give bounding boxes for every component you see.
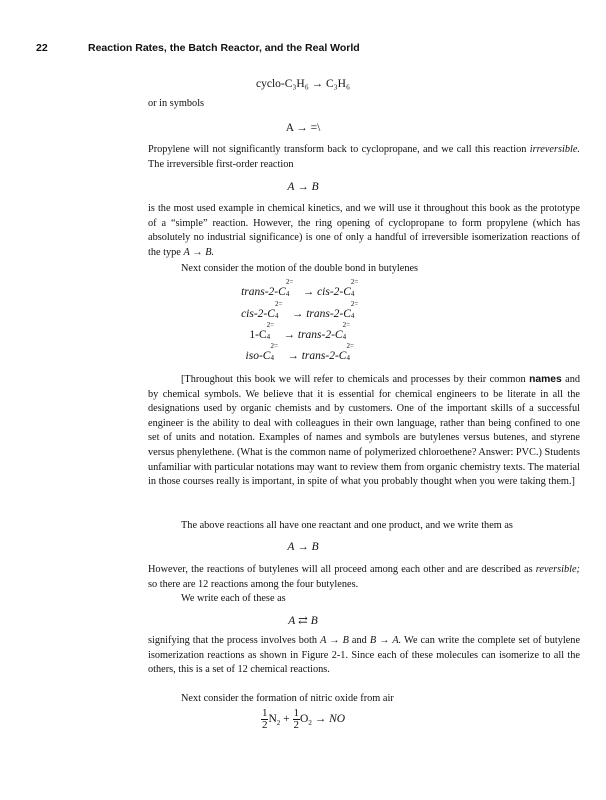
paragraph-write-each: We write each of these as [181,593,286,604]
eq1-lhs: cyclo-C₃H₆ [256,78,309,90]
reaction-lhs-sub: 4 [274,312,279,320]
equation-symbols [0,122,606,134]
species-o: O [300,713,309,726]
butylene-reaction [0,321,606,341]
eq5-rhs: B [311,541,319,553]
species-n-sub: 2 [276,719,281,728]
equation-reversible [0,613,606,627]
reaction-arrow: → [283,329,295,341]
p7-italic: reversible; [535,564,580,575]
reaction-rhs-sub: 4 [350,290,355,298]
reaction-arrow: → [291,308,304,320]
species-o-sub: 2 [308,719,312,728]
equation-nitric-oxide [0,708,606,731]
eq5-arrow: → [297,541,309,553]
reaction-lhs: 1-C [249,329,267,341]
paragraph-signifying [148,634,580,678]
eq2-arrow: → [296,122,308,134]
eq2-rhs: =\ [310,122,321,134]
eq2-lhs: A [285,122,294,134]
reaction-lhs: iso-C [245,350,271,362]
frac-numerator: 1 [293,707,299,719]
reaction-lhs-sup: 2= [266,321,275,329]
plus-sign: + [283,713,290,726]
p9-and: and [351,635,367,646]
reaction-arrow: → [314,713,327,726]
eq6-lhs: A [288,615,296,627]
species-no: NO [329,713,346,726]
eq3-arrow: → [297,181,309,193]
eq1-arrow: → [311,78,324,90]
reaction-arrow: → [302,286,315,298]
running-title: Reaction Rates, the Batch Reactor, and the Real World [88,42,360,54]
eq5-lhs: A [287,541,295,553]
equation-a-to-b-second [0,541,606,553]
reaction-rhs-sup: 2= [342,321,351,329]
p7-text-b: so there are 12 reactions among the four butylenes. [148,578,359,590]
p2-text-a: Propylene will not significantly transform back to cyclopropane, and we call this reaction [148,144,527,155]
reaction-rhs-sup: 2= [346,342,354,350]
text-or-in-symbols: or in symbols [148,98,205,109]
paragraph-names-aside [148,373,580,490]
species-n: N [268,713,277,726]
butylene-reaction [0,278,606,298]
eq6-arrow: ⇄ [298,615,308,627]
reaction-lhs-sub: 4 [285,290,290,298]
p9-text-a: signifying that the process involves both [148,635,318,646]
p9-text-b: We can write the complete set of butylene isomerization reactions as shown in Figure 2-1. Since each of these molecules can isomerize to all the others, this is a set of 12 chemical reactions. [148,635,581,676]
reaction-rhs-sub: 4 [350,312,355,320]
reaction-rhs-sup: 2= [350,300,359,308]
reaction-lhs-sup: 2= [285,278,294,286]
equation-cyclopropane [0,78,606,90]
frac-denominator: 2 [293,719,299,731]
eq3-lhs: A [287,181,295,193]
frac-numerator: 1 [261,707,268,719]
paragraph-irreversible [148,143,580,172]
p5-text-a: [Throughout this book we will refer to chemicals and processes by their common [181,374,526,385]
p7-text-a: However, the reactions of butylenes will all proceed among each other and are described as [148,564,533,575]
paragraph-reversible [148,563,580,592]
paragraph-butylenes-intro: Next consider the motion of the double bond in butylenes [181,263,419,274]
reaction-rhs: trans-2-C [306,308,351,320]
reaction-rhs-sub: 4 [346,354,350,362]
reaction-lhs-sup: 2= [274,300,283,308]
p9-reaction-backward: B → A. [369,635,402,646]
p2-text-b: The irreversible first-order reaction [148,158,294,170]
p5-bold-names: names [529,374,562,385]
reaction-lhs: cis-2-C [241,308,275,320]
reaction-lhs: trans-2-C [241,286,286,298]
p5-text-b: and by chemical symbols. We believe that it is essential for chemical engineers to be literate in all the designations used by organic chemists and by customers. One of the important skills of a successful engineer is the ability to deal with colleagues in their own language, rather than being confined to one set of units and notation. Examples of names and symbols are butylenes versus butenes, and styrene versus phenylethene. (What is the common name of polymerized chloroethene? Answer: PVC.) Students unfamiliar with particular notations may want to review them from organic chemistry texts. The material in those courses really is important, in spite of what you probably thought when you were taking them.] [148,374,580,488]
p3-text: is the most used example in chemical kinetics, and we will use it throughout this book as the prototype of a “simple” reaction. However, the ring opening of cyclopropane to form propylene (which has absolutely no industrial significance) is one of only a handful of irreversible isomerization reactions of the type [148,203,580,258]
equation-a-to-b [0,181,606,193]
running-header [36,42,360,54]
reaction-rhs: trans-2-C [301,350,347,362]
eq3-rhs: B [311,181,319,193]
reaction-rhs: trans-2-C [297,329,343,341]
eq1-rhs: C₃H₆ [325,78,350,90]
butylene-reaction [0,342,606,362]
reaction-rhs-sub: 4 [342,333,347,341]
p3-type-rhs: B. [205,246,215,258]
eq6-rhs: B [310,615,318,627]
paragraph-one-reactant: The above reactions all have one reactant and one product, and we write them as [181,520,513,531]
reaction-rhs-sup: 2= [350,278,359,286]
p2-italic: irreversible. [529,144,580,155]
p9-reaction-forward: A → B [320,635,349,646]
reaction-lhs-sub: 4 [270,354,274,362]
paragraph-nitric-oxide: Next consider the formation of nitric oxide from air [181,693,394,704]
reaction-arrow: → [287,350,299,362]
page-number: 22 [36,42,48,54]
reaction-lhs-sub: 4 [266,333,271,341]
reaction-lhs-sup: 2= [270,342,278,350]
frac-denominator: 2 [261,719,268,731]
butylene-reaction [0,300,606,320]
reaction-rhs: cis-2-C [317,286,351,298]
coefficient-half-o2 [293,708,301,731]
p3-type-lhs: A [183,246,190,258]
paragraph-prototype [148,202,580,260]
p3-type-arrow: → [192,246,203,258]
